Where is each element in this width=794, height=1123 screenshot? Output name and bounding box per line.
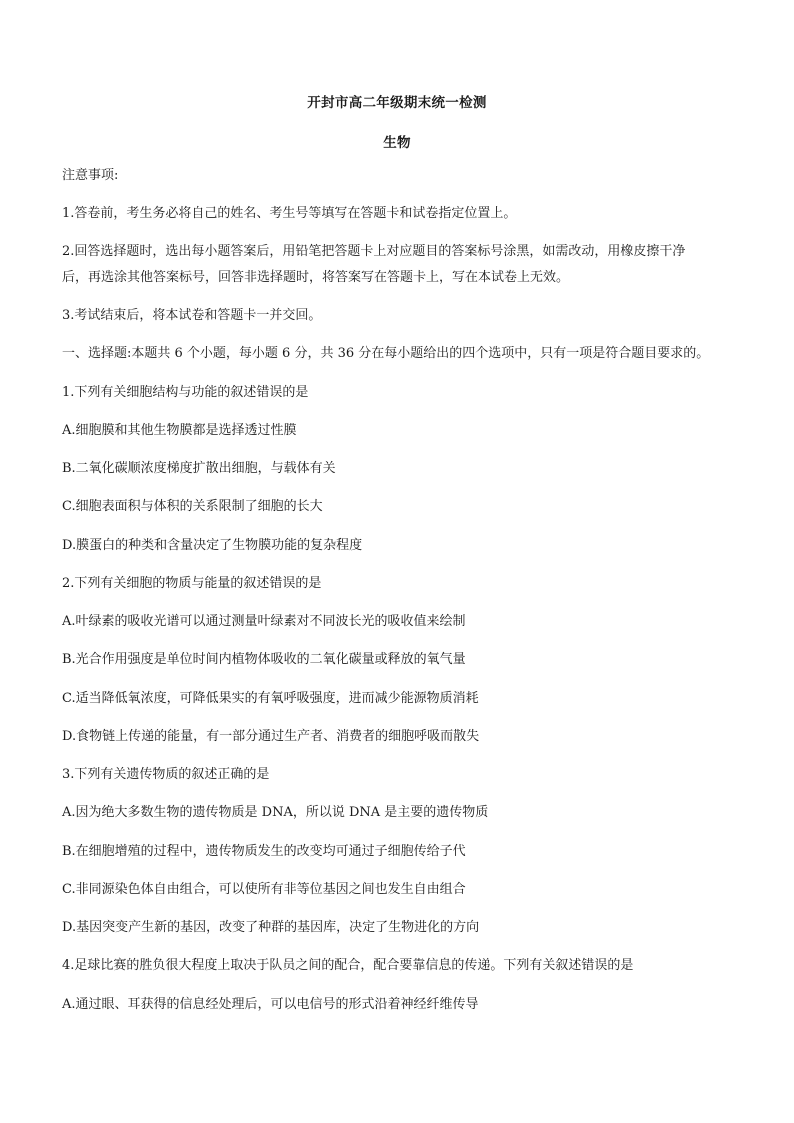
question-1-option-b: B.二氧化碳顺浓度梯度扩散出细胞，与载体有关	[62, 461, 336, 476]
question-2-stem: 2.下列有关细胞的物质与能量的叙述错误的是	[62, 576, 322, 591]
question-1-stem: 1.下列有关细胞结构与功能的叙述错误的是	[62, 385, 309, 400]
question-2-option-a: A.叶绿素的吸收光谱可以通过测量叶绿素对不同波长光的吸收值来绘制	[62, 614, 466, 629]
question-2-option-c: C.适当降低氧浓度，可降低果实的有氧呼吸强度，进而减少能源物质消耗	[62, 691, 479, 706]
section-heading: 一、选择题:本题共 6 个小题，每小题 6 分，共 36 分在每小题给出的四个选项中，只有一项是符合题目要求的。	[62, 346, 710, 361]
question-3-option-d: D.基因突变产生新的基因，改变了种群的基因库，决定了生物进化的方向	[62, 920, 480, 935]
notice-item-2-line-2: 后，再选涂其他答案标号，回答非选择题时，将答案写在答题卡上，写在本试卷上无效。	[62, 270, 570, 285]
question-1-option-d: D.膜蛋白的种类和含量决定了生物膜功能的复杂程度	[62, 538, 363, 553]
question-4-stem: 4.足球比赛的胜负很大程度上取决于队员之间的配合，配合要靠信息的传递。下列有关叙述错误的是	[62, 958, 634, 973]
question-3-option-b: B.在细胞增殖的过程中，遗传物质发生的改变均可通过子细胞传给子代	[62, 844, 466, 859]
question-4-option-a: A.通过眼、耳获得的信息经处理后，可以电信号的形式沿着神经纤维传导	[62, 997, 479, 1012]
question-2-option-d: D.食物链上传递的能量，有一部分通过生产者、消费者的细胞呼吸而散失	[62, 729, 480, 744]
question-1-option-a: A.细胞膜和其他生物膜都是选择透过性膜	[62, 423, 297, 438]
notice-heading: 注意事项:	[62, 168, 119, 183]
question-3-option-a: A.因为绝大多数生物的遗传物质是 DNA，所以说 DNA 是主要的遗传物质	[62, 805, 489, 820]
notice-item-1: 1.答卷前，考生务必将自己的姓名、考生号等填写在答题卡和试卷指定位置上。	[62, 206, 517, 221]
question-2-option-b: B.光合作用强度是单位时间内植物体吸收的二氧化碳量或释放的氧气量	[62, 652, 466, 667]
exam-title: 开封市高二年级期末统一检测	[307, 95, 487, 111]
notice-item-2-line-1: 2.回答选择题时，选出每小题答案后，用铅笔把答题卡上对应题目的答案标号涂黑，如需改动，用橡皮擦干净	[62, 244, 686, 259]
notice-item-3: 3.考试结束后，将本试卷和答题卡一并交回。	[62, 308, 322, 323]
subject-title: 生物	[383, 135, 411, 151]
question-3-stem: 3.下列有关遗传物质的叙述正确的是	[62, 767, 270, 782]
question-3-option-c: C.非同源染色体自由组合，可以使所有非等位基因之间也发生自由组合	[62, 882, 466, 897]
question-1-option-c: C.细胞表面积与体积的关系限制了细胞的长大	[62, 499, 323, 514]
